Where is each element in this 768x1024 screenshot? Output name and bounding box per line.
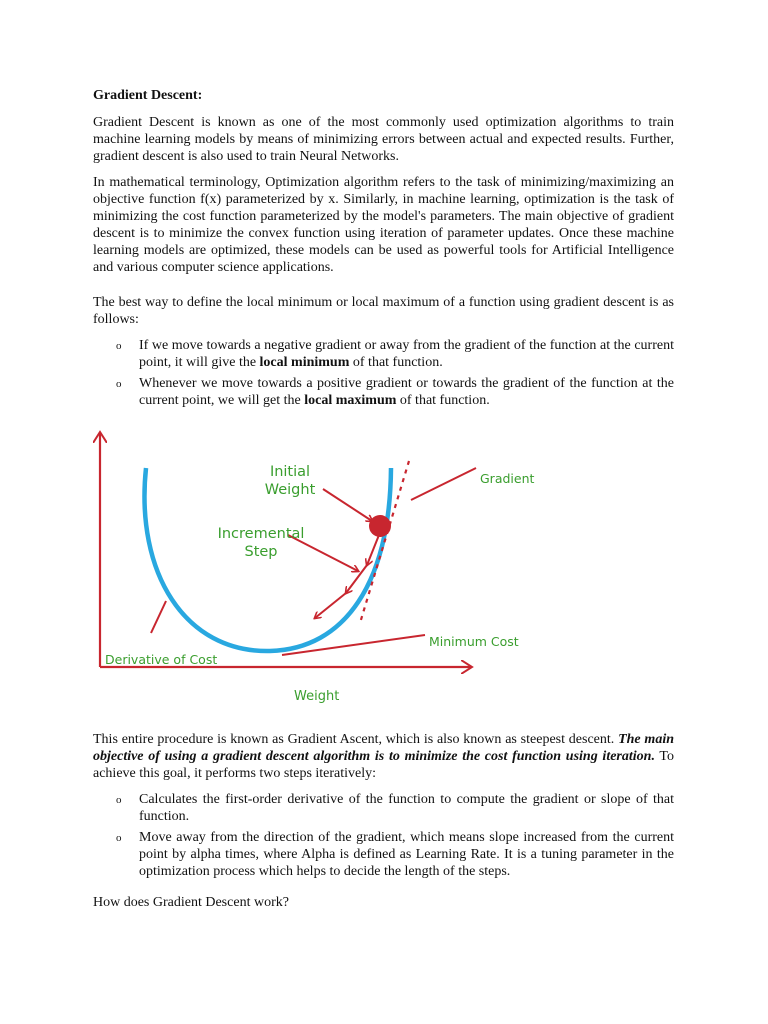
- initial-weight-pointer: [323, 489, 372, 521]
- bullet-list-extrema: [93, 337, 674, 409]
- label-weight-axis: Weight: [294, 689, 340, 704]
- initial-weight-point: [369, 515, 391, 537]
- diagram-svg: [75, 423, 656, 723]
- label-derivative-of-cost: Derivative of Cost: [105, 652, 218, 667]
- paragraph-best-way: The best way to define the local minimum or local maximum of a function using gradient descent is as follows:: [93, 295, 674, 327]
- list-item: o If we move towards a negative gradient or away from the gradient of the function at the current point, it will give the local minimum of that function.: [93, 337, 674, 371]
- paragraph-gradient-ascent: This entire procedure is known as Gradient Ascent, which is also known as steepest descent. The main objective of using a gradient descent algorithm is to minimize the cost function using iteration. To achieve this goal, it performs two steps iteratively:: [93, 732, 674, 781]
- label-initial-weight: Initial Weight: [264, 464, 316, 498]
- label-incremental-step: Incremental Step: [217, 526, 305, 560]
- section-heading: Gradient Descent:: [93, 88, 203, 103]
- paragraph-how-does-it-work: How does Gradient Descent work?: [93, 895, 289, 910]
- paragraph-intro: Gradient Descent is known as one of the most commonly used optimization algorithms to train machine learning models by means of minimizing errors between actual and expected results. Further, gradient descent is also used to train Neural Networks.: [93, 115, 674, 164]
- label-gradient: Gradient: [480, 471, 535, 486]
- label-minimum-cost: Minimum Cost: [429, 634, 519, 649]
- tangent-line: [360, 461, 409, 623]
- list-item: o Calculates the first-order derivative of the function to compute the gradient or slope of that function.: [93, 791, 674, 825]
- emphasized-objective: The main objective of using a gradient descent algorithm is to minimize the cost function using iteration.: [93, 732, 674, 764]
- gradient-pointer: [411, 468, 476, 500]
- bold-term: local maximum: [304, 393, 397, 408]
- derivative-pointer: [151, 601, 166, 633]
- list-item: o Whenever we move towards a positive gradient or towards the gradient of the function at the current point, we will get the local maximum of that function.: [93, 375, 674, 409]
- paragraph-terminology: In mathematical terminology, Optimization algorithm refers to the task of minimizing/maximizing an objective function f(x) parameterized by x. Similarly, in machine learning, optimization is the task of minimizing the cost function parameterized by the model's parameters. The main objective of gradient descent is to minimize the convex function using iteration of parameter updates. Once these machine learning models are optimized, these models can be used as powerful tools for Artificial Intelligence and various computer science applications.: [93, 175, 674, 275]
- bullet-list-steps: [93, 791, 674, 880]
- document-content: [93, 87, 674, 911]
- list-item: o Move away from the direction of the gradient, which means slope increased from the current point by alpha times, where Alpha is defined as Learning Rate. It is a tuning parameter in the optimization process which helps to decide the length of the steps.: [93, 829, 674, 880]
- gradient-descent-diagram: [75, 423, 656, 723]
- bold-term: local minimum: [259, 355, 350, 370]
- step-arrow: [315, 593, 346, 618]
